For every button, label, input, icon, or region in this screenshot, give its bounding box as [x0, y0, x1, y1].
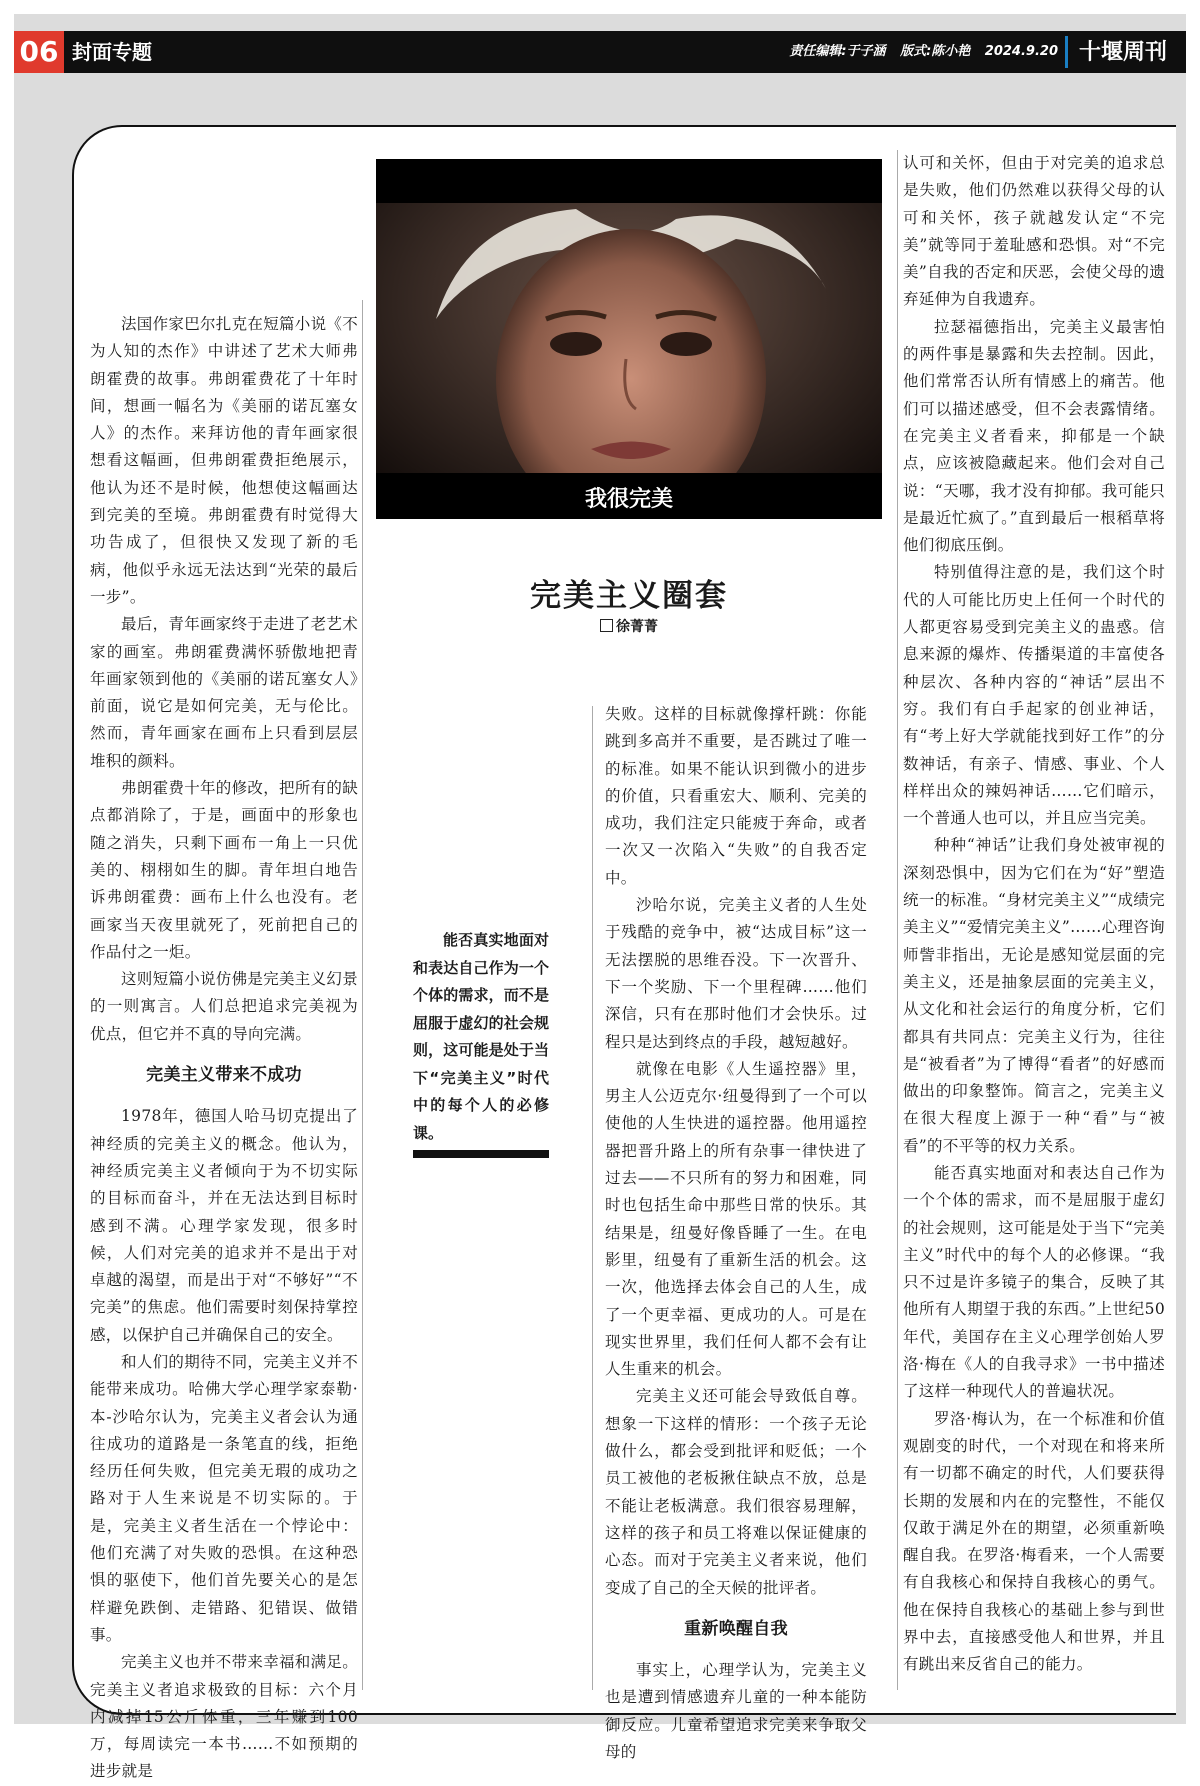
column-divider — [592, 706, 593, 1690]
issue-date: 2024.9.20 — [984, 44, 1058, 59]
paragraph: 弗朗霍费十年的修改，把所有的缺点都消除了，于是，画面中的形象也随之消失，只剩下画布一角上一只优美的、栩栩如生的脚。青年坦白地告诉弗朗霍费：画布上什么也没有。老画家当天夜里就死了，死前把自己的作品付之一炬。 — [90, 779, 359, 961]
article-title: 完美主义圈套 — [530, 578, 728, 614]
section-title: 封面专题 — [72, 40, 152, 64]
masthead-logo: 十堰周刊 — [1065, 36, 1178, 68]
movie-still-photo — [376, 159, 882, 519]
paragraph: 罗洛·梅认为，在一个标准和价值观剧变的时代，一个对现在和将来所有一切都不确定的时代，人们要获得长期的发展和内在的完整性，不能仅仅敢于满足外在的期望，必须重新唤醒自我。在罗洛·梅看来，一个人需要有自我核心和保持自我核心的勇气。他在保持自我核心的基础上参与到世界中去，直接感受他人和世界，并且有跳出来反省自己的能力。 — [903, 1409, 1165, 1674]
layout-credit: 版式:陈小艳 — [900, 44, 971, 59]
paragraph: 特别值得注意的是，我们这个时代的人可能比历史上任何一个时代的人都更容易受到完美主义的蛊惑。信息来源的爆炸、传播渠道的丰富使各种层次、各种内容的“神话”层出不穷。我们有白手起家的创业神话，有“考上好大学就能找到好工作”的分数神话，有亲子、情感、事业、个人样样出众的辣妈神话……它们暗示，一个普通人也可以，并且应当完美。 — [903, 563, 1165, 828]
page-number: 06 — [14, 31, 64, 73]
paragraph: 1978年，德国人哈马切克提出了神经质的完美主义的概念。他认为，神经质完美主义者倾向于为不切实际的目标而奋斗，并在无法达到目标时感到不满。心理学家发现，很多时候，人们对完美的追求并不是出于对卓越的渴望，而是出于对“不够好”“不完美”的焦虑。他们需要时刻保持掌控感，以保护自己并确保自己的安全。 — [90, 1107, 358, 1344]
photo-caption: 我很完美 — [584, 487, 673, 512]
paragraph: 拉瑟福德指出，完美主义最害怕的两件事是暴露和失去控制。因此，他们常常否认所有情感上的痛苦。他们可以描述感受，但不会表露情绪。在完美主义者看来，抑郁是一个缺点，应该被隐藏起来。他们会对自己说：“天哪，我才没有抑郁。我可能只是最近忙疯了。”直到最后一根稻草将他们彻底压倒。 — [903, 317, 1165, 555]
editor-credit: 责任编辑:于子涵 — [789, 44, 886, 59]
paragraph: 最后，青年画家终于走进了老艺术家的画室。弗朗霍费满怀骄傲地把青年画家领到他的《美丽的诺瓦塞女人》前面，说它是如何完美，无与伦比。然而，青年画家在画布上只看到层层堆积的颜料。 — [90, 615, 359, 770]
credits — [779, 31, 1058, 73]
paragraph: 完美主义还可能会导致低自尊。想象一下这样的情形：一个孩子无论做什么，都会受到批评和贬低；一个员工被他的老板揪住缺点不放，总是不能让老板满意。我们很容易理解，这样的孩子和员工将难以保证健康的心态。而对于完美主义者来说，他们变成了自己的全天候的批评者。 — [605, 1387, 867, 1597]
paragraph: 和人们的期待不同，完美主义并不能带来成功。哈佛大学心理学家泰勒·本-沙哈尔认为，完美主义者会认为通往成功的道路是一条笔直的线，拒绝经历任何失败，但完美无瑕的成功之路对于人生来说是不切实际的。于是，完美主义者生活在一个悖论中：他们充满了对失败的恐惧。在这种恐惧的驱使下，他们首先要关心的是怎样避免跌倒、走错路、犯错误、做错事。 — [90, 1352, 359, 1644]
pull-quote-text: 能否真实地面对和表达自己作为一个个体的需求，而不是屈服于虚幻的社会规则，这可能是处于当下“完美主义”时代中的每个人的必修课。 — [413, 931, 549, 1142]
paragraph: 沙哈尔说，完美主义者的人生处于残酷的竞争中，被“达成目标”这一无法摆脱的思维吞没。下一次晋升、下一个奖励、下一个里程碑……他们深信，只有在那时他们才会快乐。过程只是达到终点的手段，越短越好。 — [605, 896, 867, 1051]
paragraph: 失败。这样的目标就像撑杆跳：你能跳到多高并不重要，是否跳过了唯一的标准。如果不能认识到微小的进步的价值，只看重宏大、顺利、完美的成功，我们注定只能疲于奔命，或者一次又一次陷入“失败”的自我否定中。 — [605, 705, 867, 887]
paragraph: 认可和关怀，但由于对完美的追求总是失败，他们仍然难以获得父母的认可和关怀，孩子就越发认定“不完美”就等同于羞耻感和恐惧。对“不完美”自我的否定和厌恶，会使父母的遗弃延伸为自我遗弃。 — [903, 154, 1165, 309]
pull-quote-bar — [413, 1150, 549, 1158]
paragraph: 事实上，心理学认为，完美主义也是遭到情感遗弃儿童的一种本能防御反应。儿童希望追求完美来争取父母的 — [605, 1661, 867, 1761]
column-2 — [605, 701, 867, 1766]
paragraph: 就像在电影《人生遥控器》里，男主人公迈克尔·纽曼得到了一个可以使他的人生快进的遥控器。他用遥控器把晋升路上的所有杂事一律快进了过去——不只所有的努力和困难，同时也包括生命中那些日常的快乐。其结果是，纽曼好像昏睡了一生。在电影里，纽曼有了重新生活的机会。这一次，他选择去体会自己的人生，成了一个更幸福、更成功的人。可是在现实世界里，我们任何人都不会有让人生重来的机会。 — [605, 1059, 867, 1379]
paragraph: 这则短篇小说仿佛是完美主义幻景的一则寓言。人们总把追求完美视为优点，但它并不真的导向完满。 — [90, 970, 359, 1043]
column-divider — [362, 300, 363, 1690]
paragraph: 种种“神话”让我们身处被审视的深刻恐惧中，因为它们在为“好”塑造统一的标准。“身材完美主义”“成绩完美主义”“爱情完美主义”……心理咨询师訾非指出，无论是感知觉层面的完美主义，还是抽象层面的完美主义，从文化和社会运行的角度分析，它们都具有共同点：完美主义行为，往往是“被看者”为了博得“看者”的好感而做出的印象整饰。简言之，完美主义在很大程度上源于一种“看”与“被看”的不平等的权力关系。 — [903, 836, 1165, 1155]
paragraph: 完美主义也并不带来幸福和满足。完美主义者追求极致的目标：六个月内减掉15公斤体重，三年赚到100万，每周读完一本书……不如预期的进步就是 — [90, 1653, 359, 1781]
subheading: 完美主义带来不成功 — [146, 1065, 302, 1086]
subheading: 重新唤醒自我 — [684, 1618, 788, 1639]
column-1 — [90, 311, 358, 1786]
pull-quote — [413, 927, 549, 1147]
page-header — [14, 31, 1186, 73]
column-divider — [897, 150, 898, 1690]
paragraph: 法国作家巴尔扎克在短篇小说《不为人知的杰作》中讲述了艺术大师弗朗霍费的故事。弗朗霍费花了十年时间，想画一幅名为《美丽的诺瓦塞女人》的杰作。来拜访他的青年画家很想看这幅画，但弗朗霍费拒绝展示，他认为还不是时候，他想使这幅画达到完美的至境。弗朗霍费有时觉得大功告成了，但很快又发现了新的毛病，他似乎永远无法达到“光荣的最后一步”。 — [90, 315, 359, 606]
paragraph: 能否真实地面对和表达自己作为一个个体的需求，而不是屈服于虚幻的社会规则，这可能是处于当下“完美主义”时代中的每个人的必修课。“我只不过是许多镜子的集合，反映了其他所有人期望于我的东西。”上世纪50年代，美国存在主义心理学创始人罗洛·梅在《人的自我寻求》一书中描述了这样一种现代人的普遍状况。 — [903, 1163, 1165, 1401]
portrait-illustration — [376, 159, 882, 519]
column-3 — [903, 150, 1165, 1679]
byline-box-icon — [600, 619, 613, 632]
author-name: 徐菁菁 — [616, 619, 658, 635]
author-byline — [376, 616, 882, 636]
